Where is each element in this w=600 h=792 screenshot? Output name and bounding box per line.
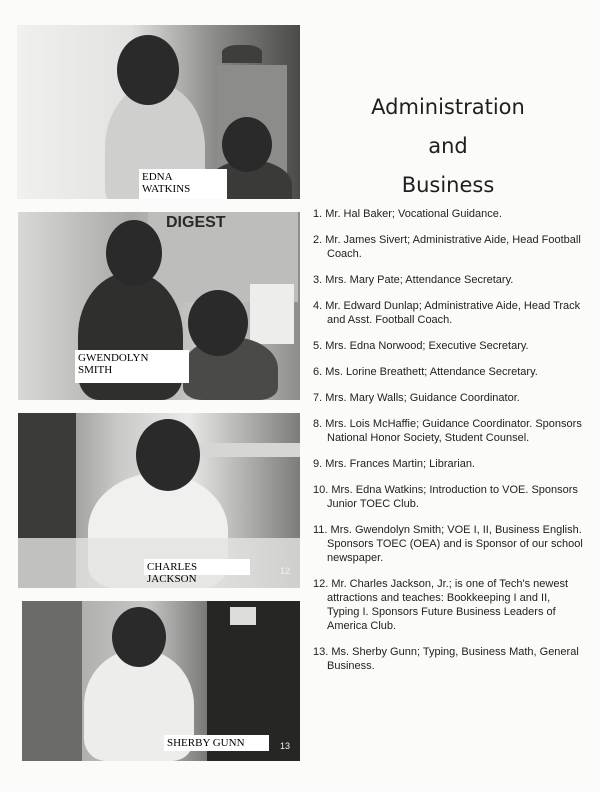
list-item: 7. Mrs. Mary Walls; Guidance Coordinator. (313, 392, 520, 404)
photo-number: 13 (280, 741, 291, 751)
photo-edna-watkins (17, 25, 300, 199)
book-stack (198, 443, 300, 457)
list-item: 4. Mr. Edward Dunlap; Administrative Aide, Head Track and Asst. Football Coach. (313, 300, 581, 326)
photo-charles-jackson (18, 413, 300, 588)
door-sign (230, 607, 256, 625)
list-item: 5. Mrs. Edna Norwood; Executive Secretary. (313, 340, 529, 352)
poster-text: DIGEST (166, 214, 226, 231)
seated-figure-head (136, 419, 200, 491)
wall-panel (22, 601, 82, 761)
list-item: 12. Mr. Charles Jackson, Jr.; is one of Tech's newest attractions and teaches: Bookkeeping I and II, Typing I. Sponsors Future Business Leaders of America Club. (313, 578, 569, 632)
seated-figure-head (112, 607, 166, 667)
calendar (250, 284, 294, 344)
photo-gwendolyn-smith (18, 212, 300, 400)
list-item: 1. Mr. Hal Baker; Vocational Guidance. (313, 208, 502, 220)
plant (222, 45, 262, 63)
photo-number: 12 (280, 566, 291, 576)
staff-list (313, 207, 585, 685)
title-line-3: Business (401, 173, 495, 197)
list-item: 6. Ms. Lorine Breathett; Attendance Secretary. (313, 366, 538, 378)
seated-figure-head (188, 290, 248, 356)
photo-caption: SHERBY GUNN (164, 735, 269, 751)
page-title (320, 88, 576, 205)
list-item: 13. Ms. Sherby Gunn; Typing, Business Math, General Business. (313, 646, 579, 672)
list-item: 3. Mrs. Mary Pate; Attendance Secretary. (313, 274, 514, 286)
seated-figure-head (222, 117, 272, 172)
list-item: 2. Mr. James Sivert; Administrative Aide, Head Football Coach. (313, 234, 581, 260)
list-item: 10. Mrs. Edna Watkins; Introduction to VOE. Sponsors Junior TOEC Club. (313, 484, 578, 510)
photo-caption: GWENDOLYN SMITH (75, 350, 189, 383)
title-line-2: and (428, 134, 468, 158)
photo-sherby-gunn (22, 601, 300, 761)
standing-figure-head (117, 35, 179, 105)
list-item: 11. Mrs. Gwendolyn Smith; VOE I, II, Business English. Sponsors TOEC (OEA) and is Sponsor of our school newspaper. (313, 524, 583, 564)
standing-figure-head (106, 220, 162, 286)
photo-caption: EDNA WATKINS (139, 169, 227, 199)
photo-caption: CHARLES JACKSON (144, 559, 250, 575)
list-item: 8. Mrs. Lois McHaffie; Guidance Coordinator. Sponsors National Honor Society, Student Counsel. (313, 418, 582, 444)
list-item: 9. Mrs. Frances Martin; Librarian. (313, 458, 475, 470)
title-line-1: Administration (371, 95, 525, 119)
